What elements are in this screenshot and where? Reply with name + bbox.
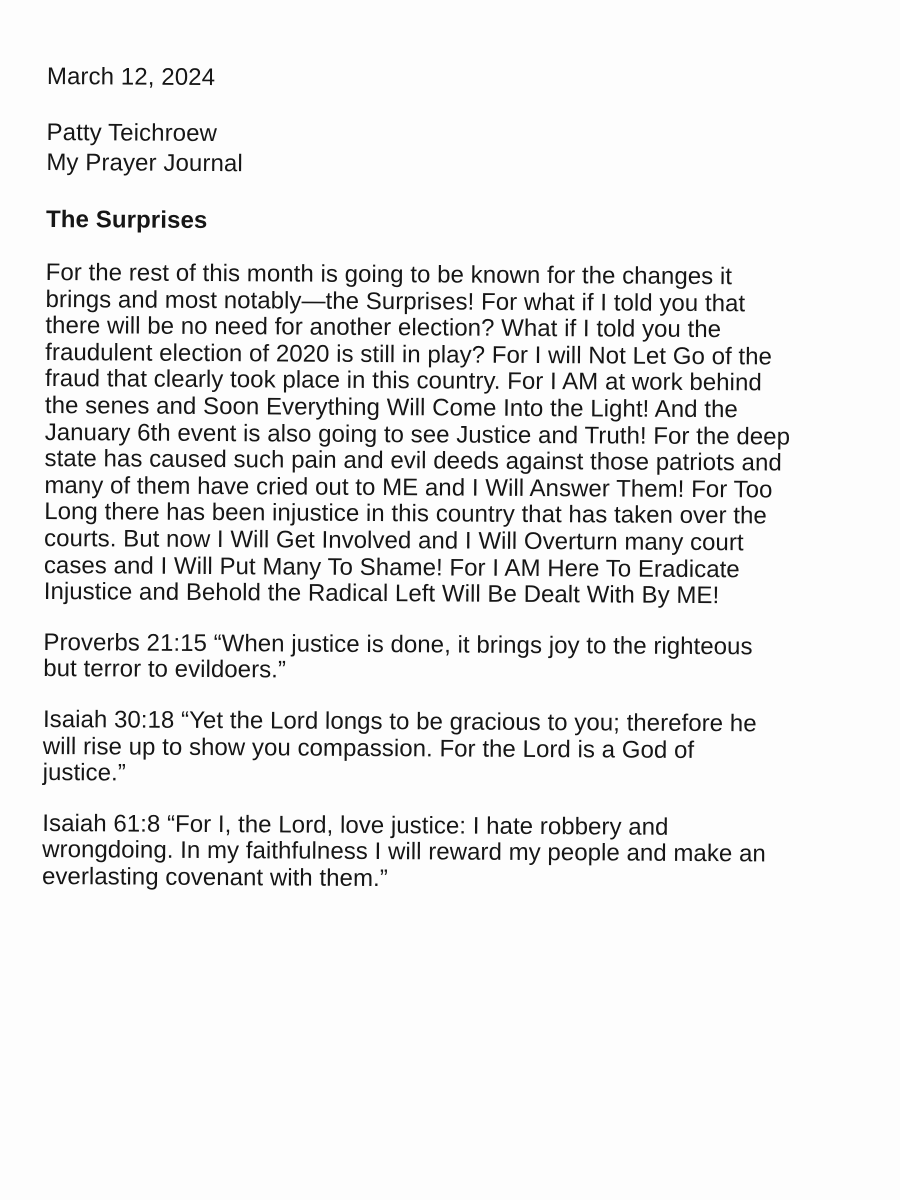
body-line: Long there has been injustice in this country that has taken over the [44,498,767,530]
verse-line: justice.” [42,759,126,787]
letter-date: March 12, 2024 [46,62,216,92]
body-line: fraud that clearly took place in this country. For I AM at work behind [44,365,762,397]
body-line: January 6th event is also going to see Justice and Truth! For the deep [44,418,791,451]
body-line: Injustice and Behold the Radical Left Will Be Dealt With By ME! [43,578,720,610]
journal-name: My Prayer Journal [46,148,243,178]
letter-sheet [42,62,847,895]
body-line: there will be no need for another election? What if I told you the [45,312,722,344]
entry-title: The Surprises [45,205,208,234]
body-line: the senes and Soon Everything Will Come Into the Light! And the [44,391,738,424]
author-block [46,118,846,183]
body-line: fraudulent election of 2020 is still in play? For I will Not Let Go of the [45,338,773,371]
body-line: courts. But now I Will Get Involved and I Will Overturn many court [44,524,744,557]
verse-line: everlasting covenant with them.” [41,862,388,892]
entry-body [44,260,846,611]
verse-line: will rise up to show you compassion. For the Lord is a God of [42,732,695,764]
body-line: For the rest of this month is going to be known for the changes it [45,258,733,291]
verse-line: but terror to evildoers.” [43,655,287,684]
body-line: cases and I Will Put Many To Shame! For I AM Here To Eradicate [43,551,740,583]
body-line: brings and most notably—the Surprises! For what if I told you that [45,285,746,317]
author-name: Patty Teichroew [46,118,218,148]
verse-line: Isaiah 30:18 “Yet the Lord longs to be gracious to you; therefore he [42,705,757,738]
verse-isaiah-30-18 [43,707,843,792]
verse-line: wrongdoing. In my faithfulness I will reward my people and make an [42,836,766,868]
body-line: state has caused such pain and evil deeds against those patriots and [44,445,782,477]
verse-isaiah-61-8 [42,811,842,896]
body-line: many of them have cried out to ME and I Will Answer Them! For Too [44,471,773,504]
verse-line: Isaiah 61:8 “For I, the Lord, love justice: I hate robbery and [42,809,669,841]
verse-proverbs-21-15 [43,630,843,688]
verse-line: Proverbs 21:15 “When justice is done, it brings joy to the righteous [43,628,753,661]
